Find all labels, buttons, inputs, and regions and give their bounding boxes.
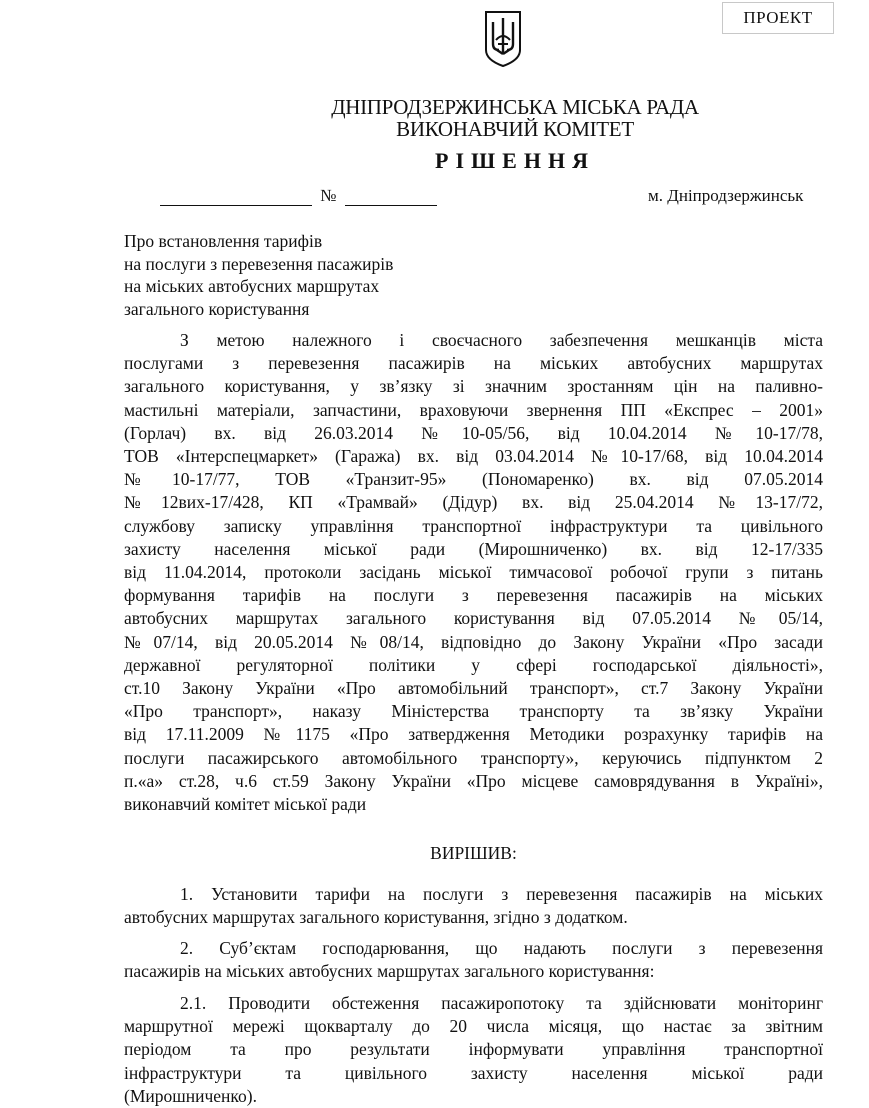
item-line: автобусних маршрутах загального користування, згідно з додатком. <box>124 907 628 928</box>
preamble-line: ст.10 Закону України «Про автомобільний транспорт», ст.7 Закону України <box>124 678 823 699</box>
preamble <box>124 329 823 816</box>
subject-line: Про встановлення тарифів <box>124 231 323 251</box>
resolved-heading: ВИРІШИВ: <box>430 843 517 863</box>
number-blank <box>345 191 437 206</box>
preamble-line: «Про транспорт», наказу Міністерства транспорту та зв’язку України <box>124 701 823 722</box>
preamble-line: ТОВ «Інтерспецмаркет» (Гаража) вх. від 03.04.2014 №10-17/68, від 10.04.2014 <box>124 446 823 467</box>
item-line: інфраструктури та цивільного захисту населення міської ради <box>124 1062 823 1083</box>
decision-subject <box>124 230 393 320</box>
item-line: пасажирів на міських автобусних маршрутах загального користування: <box>124 961 655 982</box>
date-number-line <box>160 186 437 206</box>
subject-line: на міських автобусних маршрутах <box>124 276 380 296</box>
preamble-line: формування тарифів на послуги з перевезення пасажирів на міських <box>124 585 823 606</box>
council-name: ДНІПРОДЗЕРЖИНСЬКА МІСЬКА РАДА <box>331 95 699 119</box>
preamble-line: (Горлач) вх. від 26.03.2014 №10-05/56, від 10.04.2014 №10-17/78, <box>124 422 823 443</box>
item-line: 2.1. Проводити обстеження пасажиропотоку та здійснювати моніторинг <box>180 993 823 1013</box>
preamble-line: захисту населення міської ради (Мирошниченко) вх. від 12-17/335 <box>124 538 823 559</box>
committee-name: ВИКОНАВЧИЙ КОМІТЕТ <box>396 117 634 141</box>
preamble-line: №10-17/77, ТОВ «Транзит-95» (Пономаренко) вх. від 07.05.2014 <box>124 469 823 490</box>
preamble-line: №12вих-17/428, КП «Трамвай» (Дідур) вх. від 25.04.2014 №13-17/72, <box>124 492 823 513</box>
item-2-1 <box>124 992 823 1108</box>
preamble-line: державної регуляторної політики у сфері господарської діяльності», <box>124 654 823 675</box>
item-line: періодом та про результати інформувати управління транспортної <box>124 1039 823 1060</box>
document-title: РІШЕННЯ <box>435 148 595 173</box>
preamble-line: п.«а» ст.28, ч.6 ст.59 Закону України «Про місцеве самоврядування в Україні», <box>124 770 823 791</box>
draft-stamp: ПРОЕКТ <box>722 2 834 34</box>
preamble-line: мастильні матеріали, запчастини, враховуючи звернення ПП «Експрес – 2001» <box>124 399 823 420</box>
city: м. Дніпродзержинськ <box>648 186 804 205</box>
preamble-line: службову записку управління транспортної інфраструктури та цивільного <box>124 515 823 536</box>
number-sign: № <box>320 186 337 205</box>
preamble-line: послуги пасажирського автомобільного транспорту», керуючись підпунктом 2 <box>124 747 823 768</box>
preamble-line: З метою належного і своєчасного забезпечення мешканців міста <box>180 330 823 350</box>
item-line: (Мирошниченко). <box>124 1085 257 1106</box>
subject-line: на послуги з перевезення пасажирів <box>124 253 394 274</box>
preamble-line: автобусних маршрутах загального користування від 07.05.2014 №05/14, <box>124 608 823 629</box>
item-1 <box>124 883 823 929</box>
item-line: 2. Суб’єктам господарювання, що надають послуги з перевезення <box>180 938 823 958</box>
coat-of-arms-icon <box>484 10 522 68</box>
preamble-line: від 17.11.2009 №1175 «Про затвердження Методики розрахунку тарифів на <box>124 724 823 745</box>
item-2 <box>124 937 823 983</box>
subject-line: загального користування <box>124 298 310 319</box>
preamble-line: №07/14, від 20.05.2014 №08/14, відповідно до Закону України «Про засади <box>124 631 823 652</box>
preamble-line: від 11.04.2014, протоколи засідань міської тимчасової робочої групи з питань <box>124 562 823 583</box>
preamble-line: виконавчий комітет міської ради <box>124 794 367 815</box>
item-line: 1. Установити тарифи на послуги з перевезення пасажирів на міських <box>180 884 823 904</box>
item-line: маршрутної мережі щокварталу до 20 числа місяця, що настає за звітним <box>124 1016 823 1037</box>
preamble-line: загального користування, у зв’язку зі значним зростанням цін на паливно- <box>124 376 823 397</box>
date-blank <box>160 191 312 206</box>
preamble-line: послугами з перевезення пасажирів на міських автобусних маршрутах <box>124 353 823 374</box>
